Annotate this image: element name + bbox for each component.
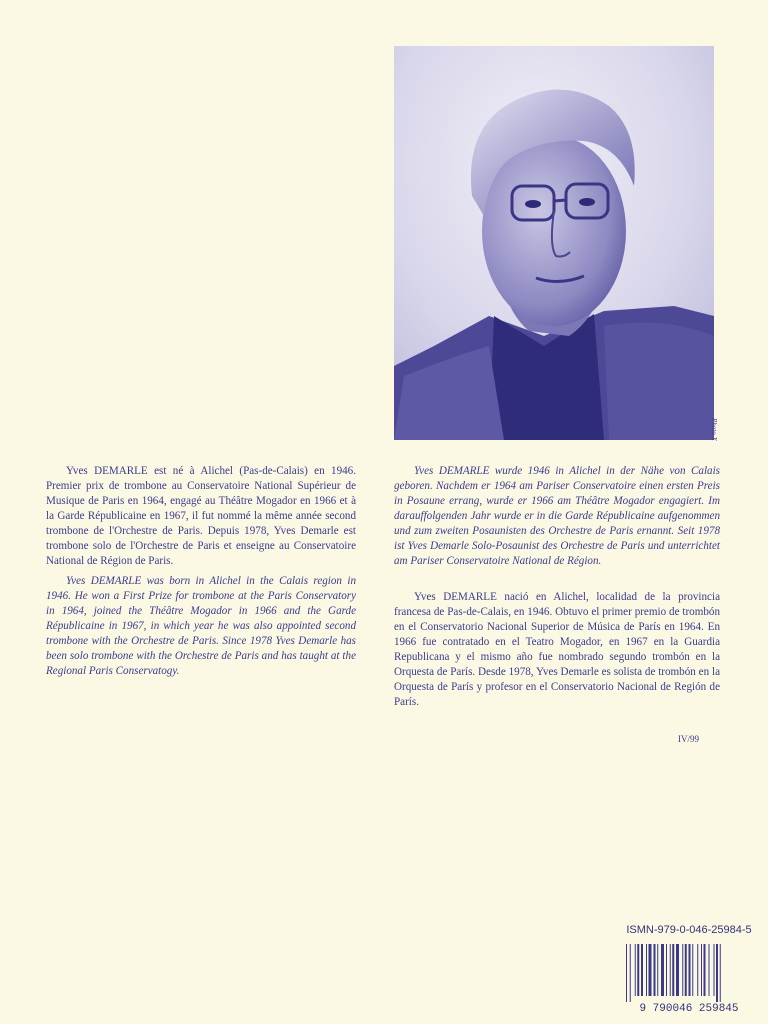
barcode-bar	[654, 944, 656, 996]
barcode-bar	[720, 944, 721, 1002]
barcode-bar	[661, 944, 664, 996]
barcode-bar	[666, 944, 667, 996]
barcode-bar	[646, 944, 647, 996]
barcode-bar	[714, 944, 715, 996]
barcode-bar	[676, 944, 679, 996]
barcode-bar	[672, 944, 674, 996]
barcode-bar	[670, 944, 671, 996]
barcode-bar	[657, 944, 658, 996]
barcode-bar	[716, 944, 718, 1002]
portrait-image	[394, 46, 714, 440]
barcode-digits: 9 790046 259845	[639, 1003, 739, 1014]
barcode-bar	[685, 944, 687, 996]
barcode-bar	[704, 944, 706, 996]
bio-spanish: Yves DEMARLE nació en Alichel, localidad de la provincia francesa de Pas-de-Calais, en 1946. Obtuvo el primer premio de trombón en el Conservatorio Nacional Superior de Música de París en 1964. En 1966 fue contratado en el Teatro Mogador, en 1967 en la Guardia Republicana y el mismo año fue nombrado segundo trombón en la Orquesta de París. Desde 1978, Yves Demarle es solista de trombón en la Orquesta de París y profesor en el Conservatorio Nacional de Región de París.	[394, 591, 720, 708]
bio-german: Yves DEMARLE wurde 1946 in Alichel in der Nähe von Calais geboren. Nachdem er 1964 am Pariser Conservatoire einen ersten Preis in Posaune errang, wurde er 1966 am Théâtre Mogador engagiert. Im darauffolgenden Jahr wurde er in die Garde Républicaine aufgenommen und zum zweiten Posaunisten des Orchestre de Paris ernannt. Seit 1978 ist Yves Demarle Solo-Posaunist des Orchestre de Paris und unterrichtet am Pariser Conservatoire National de Région.	[394, 465, 720, 567]
barcode-bar	[692, 944, 693, 996]
bio-english: Yves DEMARLE was born in Alichel in the Calais region in 1946. He won a First Prize for trombone at the Paris Conservatory in 1964, joined the Théâtre Mogador in 1966 and the Garde Républicaine in 1967, in which year he was also appointed second trombone with the Orchestre de Paris. Since 1978 Yves Demarle has been solo trombone with the Orchestre de Paris and has taught at the Regional Paris Conservatogy.	[46, 575, 356, 677]
isbn-label: ISMN-979-0-046-25984-5	[626, 924, 752, 936]
barcode-bar	[641, 944, 643, 996]
photo-credit: Photo X	[710, 418, 718, 441]
barcode-bar	[709, 944, 710, 996]
edition-code: IV/99	[678, 734, 699, 744]
barcode-bar	[689, 944, 691, 996]
barcode-bar	[649, 944, 652, 996]
barcode-bar	[635, 944, 636, 996]
portrait-photo	[394, 46, 714, 440]
barcode	[616, 940, 762, 1014]
barcode-bar	[626, 944, 627, 1002]
barcode-bar	[637, 944, 639, 996]
barcode-bar	[682, 944, 683, 996]
barcode-bar	[701, 944, 702, 996]
barcode-graphic	[616, 940, 762, 1014]
barcode-bar	[630, 944, 631, 1002]
bio-french: Yves DEMARLE est né à Alichel (Pas-de-Calais) en 1946. Premier prix de trombone au Conservatoire National Supérieur de Musique de Paris en 1964, engagé au Théâtre Mogador en 1966 et à la Garde Républicaine en 1967, il fut nommé la même année second trombone de l'Orchestre de Paris. Depuis 1978, Yves Demarle est trombone solo de l'Orchestre de Paris et enseigne au Conservatoire National de Région de Paris.	[46, 465, 356, 567]
barcode-bar	[697, 944, 698, 996]
